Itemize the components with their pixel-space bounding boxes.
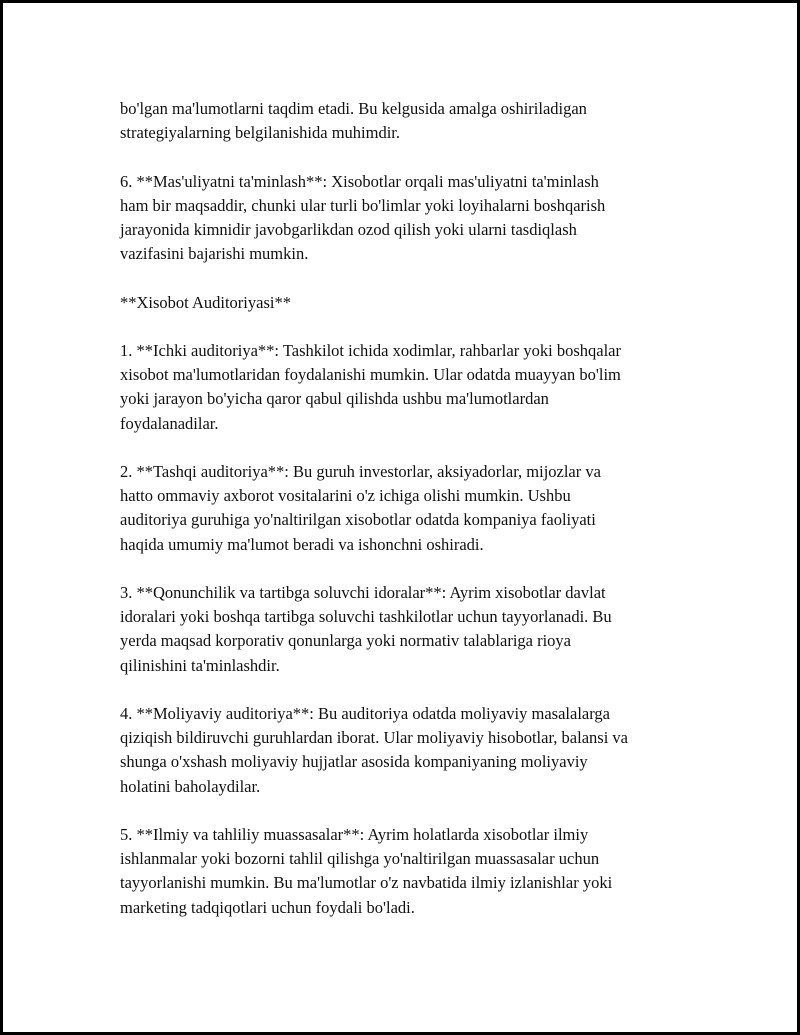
paragraph-item-3: 3. **Qonunchilik va tartibga soluvchi idoralar**: Ayrim xisobotlar davlat idoralari yoki boshqa tartibga soluvchi tashkilotlar uchun tayyorlanadi. Bu yerda maqsad korporativ qonunlarga yoki normativ talablariga rioya qilinishini ta'minlashdir. — [120, 582, 612, 675]
document-body — [120, 97, 700, 920]
section-heading: **Xisobot Auditoriyasi** — [120, 292, 291, 312]
paragraph-item-4: 4. **Moliyaviy auditoriya**: Bu auditoriya odatda moliyaviy masalalarga qiziqish bildiruvchi guruhlardan iborat. Ular moliyaviy hisobotlar, balansi va shunga o'xshash moliyaviy hujjatlar asosida kompaniyaning moliyaviy holatini baholaydilar. — [120, 703, 628, 796]
paragraph-item-2: 2. **Tashqi auditoriya**: Bu guruh investorlar, aksiyadorlar, mijozlar va hatto ommaviy axborot vositalarini o'z ichiga olishi mumkin. Ushbu auditoriya guruhiga yo'naltirilgan xisobotlar odatda kompaniya faoliyati haqida umumiy ma'lumot beradi va ishonchni oshiradi. — [120, 461, 601, 554]
paragraph-item-6: 6. **Mas'uliyatni ta'minlash**: Xisobotlar orqali mas'uliyatni ta'minlash ham bir maqsaddir, chunki ular turli bo'limlar yoki loyihalarni boshqarish jarayonida kimnidir javobgarlikdan ozod qilish yoki ularni tasdiqlash vazifasini bajarishi mumkin. — [120, 171, 606, 264]
paragraph-item-5: 5. **Ilmiy va tahliliy muassasalar**: Ayrim holatlarda xisobotlar ilmiy ishlanmalar yoki bozorni tahlil qilishga yo'naltirilgan muassasalar uchun tayyorlanishi mumkin. Bu ma'lumotlar o'z navbatida ilmiy izlanishlar yoki marketing tadqiqotlari uchun foydali bo'ladi. — [120, 824, 613, 917]
paragraph-item-1: 1. **Ichki auditoriya**: Tashkilot ichida xodimlar, rahbarlar yoki boshqalar xisobot ma'lumotlaridan foydalanishi mumkin. Ular odatda muayyan bo'lim yoki jarayon bo'yicha qaror qabul qilishda ushbu ma'lumotlardan foydalanadilar. — [120, 340, 622, 433]
paragraph-continuation: bo'lgan ma'lumotlarni taqdim etadi. Bu kelgusida amalga oshiriladigan strategiyalarning belgilanishida muhimdir. — [120, 99, 587, 143]
